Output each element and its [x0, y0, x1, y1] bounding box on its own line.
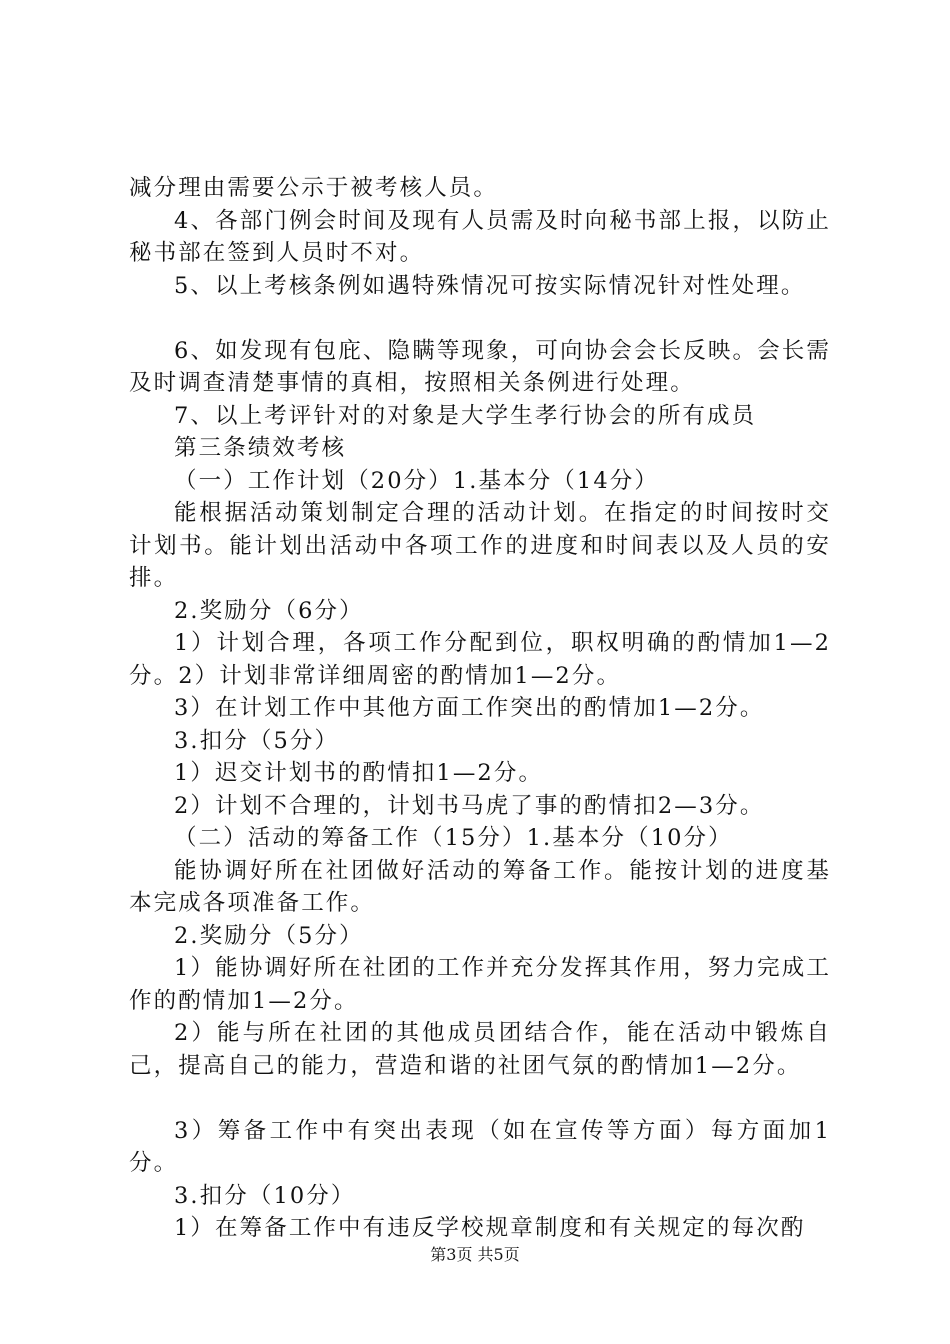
paragraph-8: 能根据活动策划制定合理的活动计划。在指定的时间按时交计划书。能计划出活动中各项工作的进度和时间表以及人员的安排。: [129, 500, 831, 591]
paragraph-5: 7、以上考评针对的对象是大学生孝行协会的所有成员: [174, 402, 757, 429]
paragraph-12: 3.扣分（5分）: [174, 727, 340, 754]
paragraph-21: 3.扣分（10分）: [174, 1182, 356, 1209]
paragraph-9: 2.奖励分（6分）: [174, 597, 364, 624]
paragraph-13: 1）迟交计划书的酌情扣1—2分。: [174, 760, 544, 786]
section-heading: 第三条绩效考核: [174, 435, 347, 461]
document-body: [129, 172, 831, 1245]
paragraph-4: 6、如发现有包庇、隐瞒等现象，可向协会会长反映。会长需及时调查清楚事情的真相，按照相关条例进行处理。: [129, 337, 831, 396]
paragraph-15: （二）活动的筹备工作（15分）1.基本分（10分）: [174, 825, 733, 851]
paragraph-22: 1）在筹备工作中有违反学校规章制度和有关规定的每次酌: [174, 1215, 806, 1241]
paragraph-7: （一）工作计划（20分）1.基本分（14分）: [174, 467, 659, 494]
paragraph-1: 减分理由需要公示于被考核人员。: [129, 175, 499, 201]
blank-line: [129, 1082, 831, 1115]
paragraph-3: 5、以上考核条例如遇特殊情况可按实际情况针对性处理。: [174, 272, 806, 299]
paragraph-16: 能协调好所在社团做好活动的筹备工作。能按计划的进度基本完成各项准备工作。: [129, 857, 831, 916]
page-footer: 第3页 共5页: [430, 1245, 520, 1264]
paragraph-20: 3）筹备工作中有突出表现（如在宣传等方面）每方面加1分。: [129, 1117, 831, 1176]
blank-line: [129, 302, 831, 335]
paragraph-2: 4、各部门例会时间及现有人员需及时向秘书部上报，以防止秘书部在签到人员时不对。: [129, 207, 831, 266]
paragraph-17: 2.奖励分（5分）: [174, 922, 364, 949]
paragraph-10: 1）计划合理，各项工作分配到位，职权明确的酌情加1—2分。2）计划非常详细周密的酌情加1—2分。: [129, 630, 831, 689]
paragraph-19: 2）能与所在社团的其他成员团结合作，能在活动中锻炼自己，提高自己的能力，营造和谐的社团气氛的酌情加1—2分。: [129, 1020, 831, 1079]
paragraph-11: 3）在计划工作中其他方面工作突出的酌情加1—2分。: [174, 695, 765, 721]
paragraph-14: 2）计划不合理的，计划书马虎了事的酌情扣2—3分。: [174, 792, 765, 819]
paragraph-18: 1）能协调好所在社团的工作并充分发挥其作用，努力完成工作的酌情加1—2分。: [129, 955, 831, 1014]
